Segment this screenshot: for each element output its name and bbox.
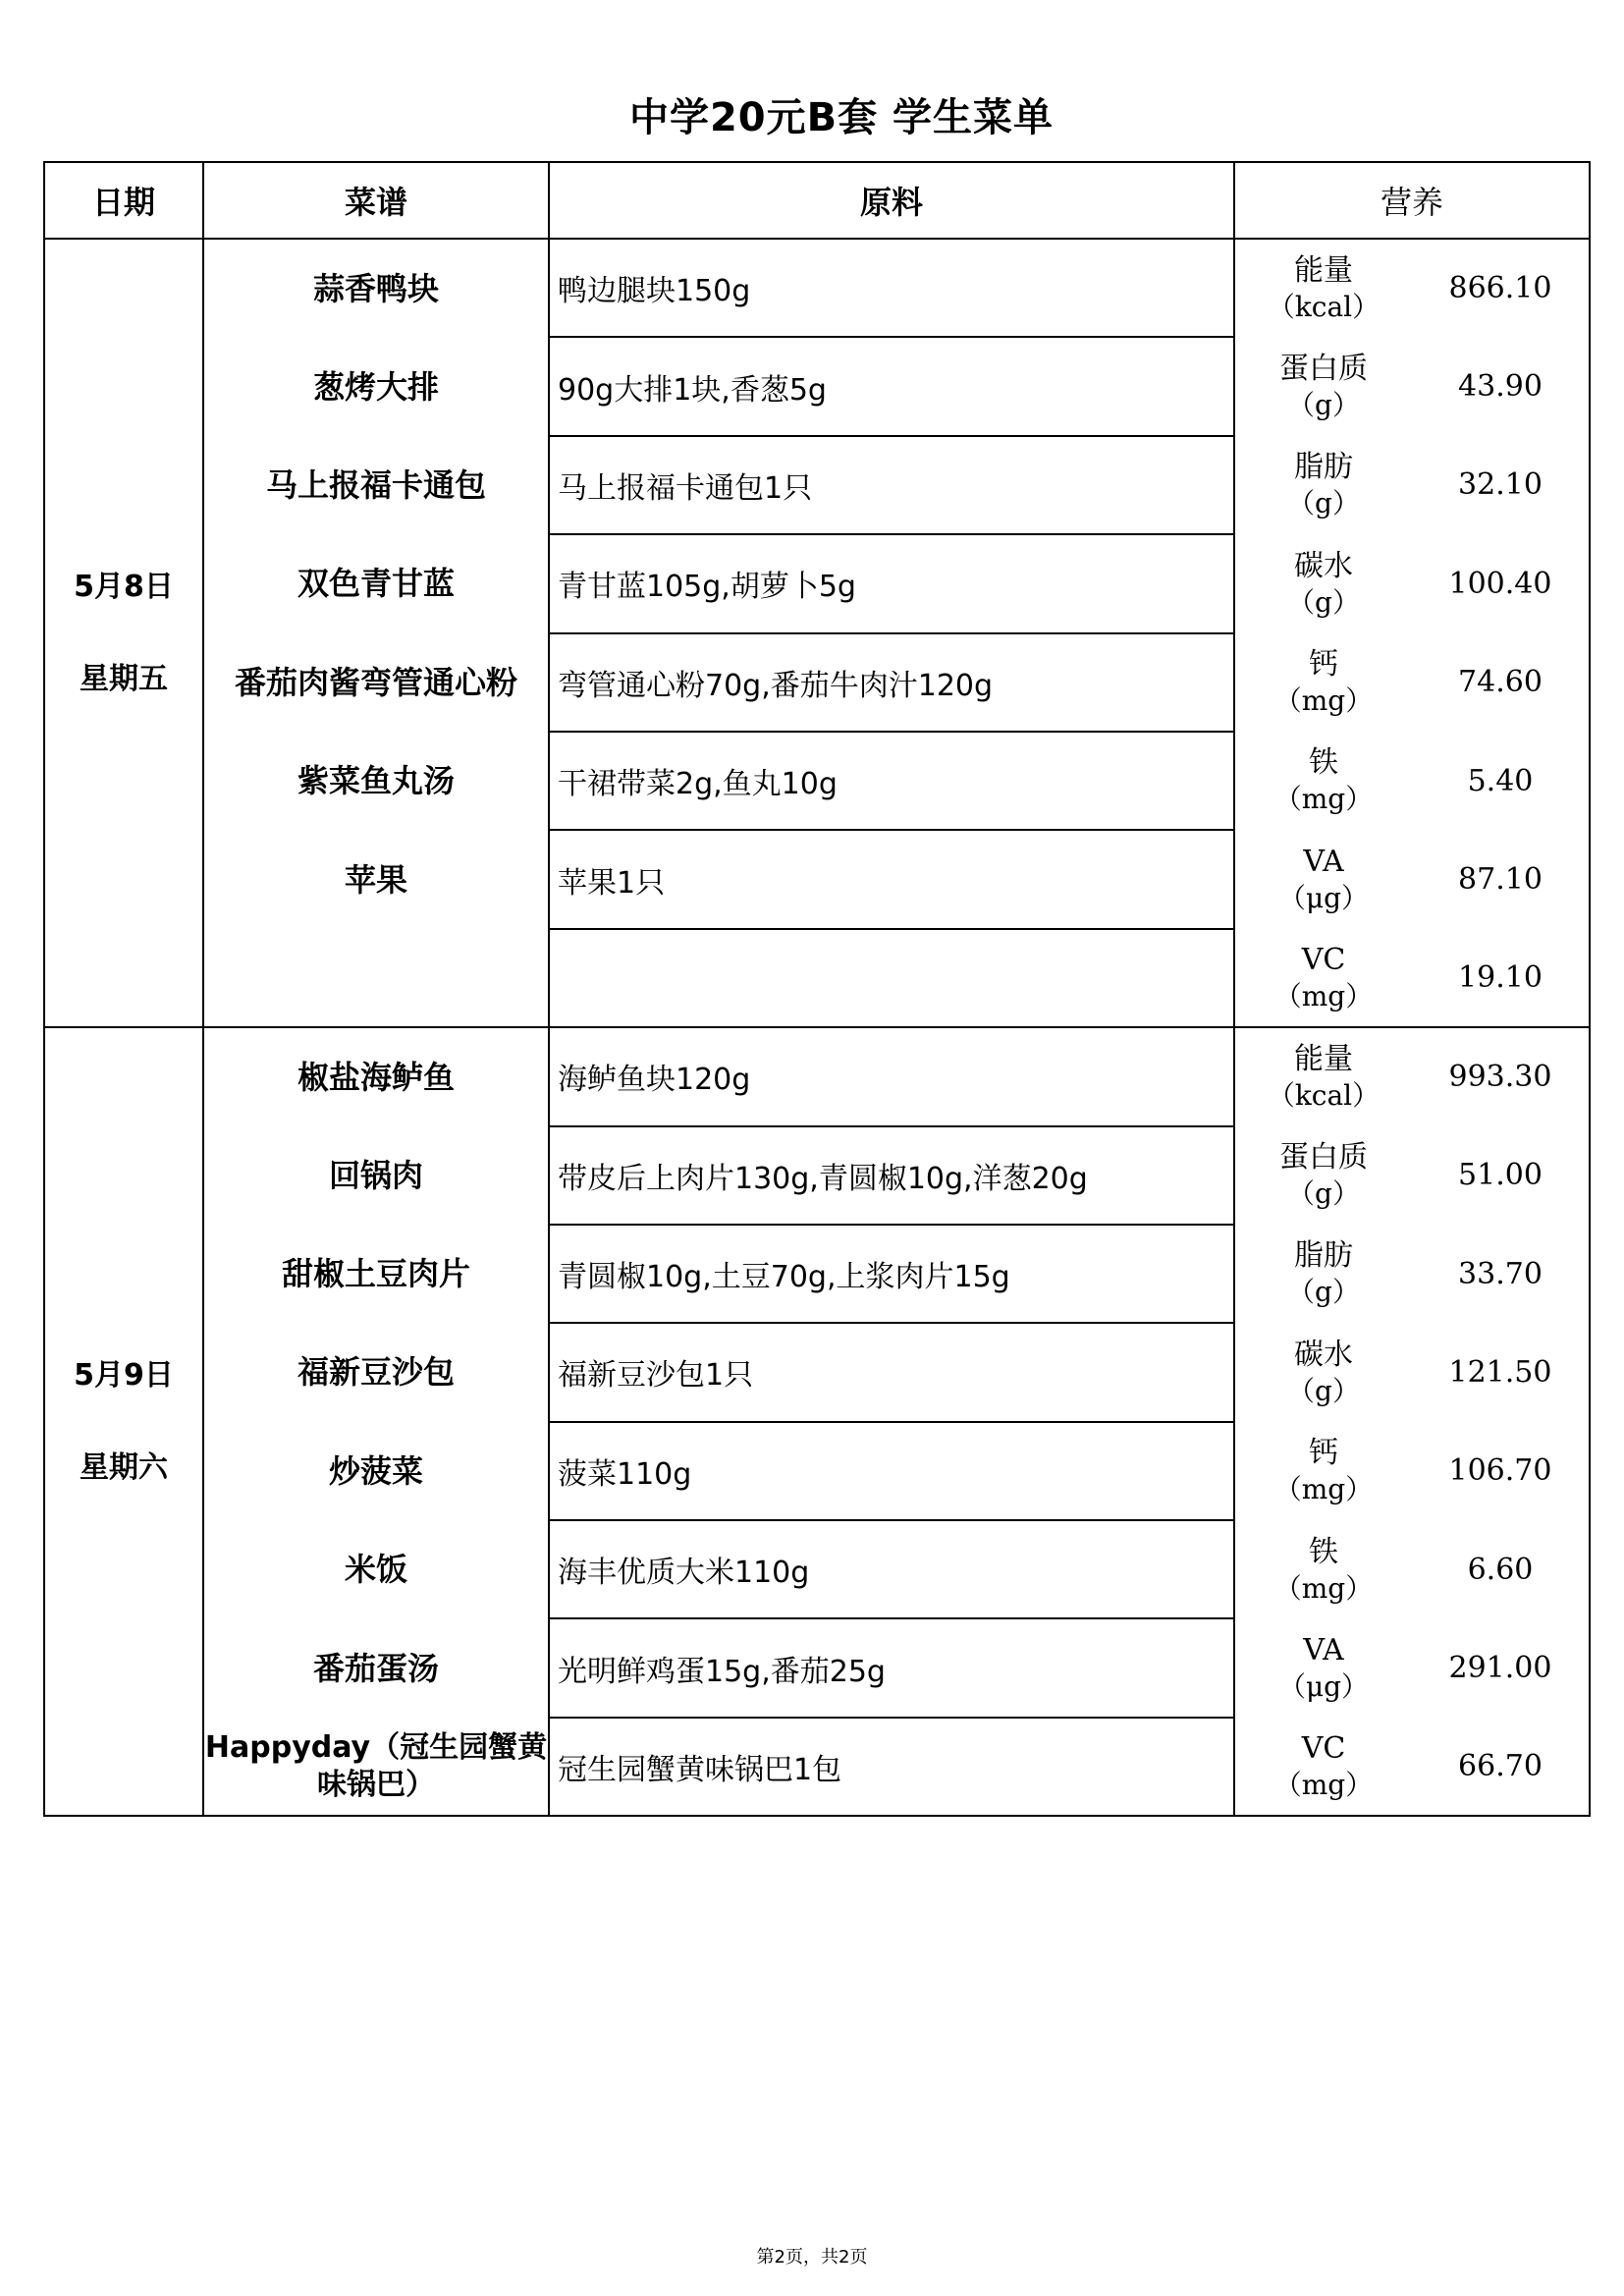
nutrient-name: VA bbox=[1303, 1632, 1344, 1667]
nutrient-unit: （g） bbox=[1287, 487, 1360, 520]
nutrient-value: 6.60 bbox=[1467, 1552, 1534, 1587]
dish-name: 蒜香鸭块 bbox=[203, 239, 549, 337]
nutrient-unit: （g） bbox=[1287, 1276, 1360, 1309]
dish-name: 炒菠菜 bbox=[203, 1422, 549, 1520]
nutrition-entry bbox=[1235, 1126, 1589, 1225]
table-row bbox=[44, 1520, 1590, 1618]
nutrient-value: 51.00 bbox=[1458, 1158, 1543, 1193]
table-row bbox=[44, 436, 1590, 534]
nutrient-value: 19.10 bbox=[1458, 959, 1543, 995]
nutrient-value: 33.70 bbox=[1458, 1256, 1543, 1291]
nutrient-value: 74.60 bbox=[1458, 665, 1543, 700]
dish-name: 葱烤大排 bbox=[203, 337, 549, 435]
nutrition-cell bbox=[1234, 239, 1590, 337]
dish-name bbox=[203, 929, 549, 1027]
ingredient-cell: 90g大排1块,香葱5g bbox=[549, 337, 1234, 435]
nutrition-cell bbox=[1234, 929, 1590, 1027]
ingredient-cell: 鸭边腿块150g bbox=[549, 239, 1234, 337]
nutrition-cell bbox=[1234, 732, 1590, 830]
ingredient-cell: 干裙带菜2g,鱼丸10g bbox=[549, 732, 1234, 830]
nutrient-label bbox=[1235, 448, 1412, 521]
nutrition-entry bbox=[1235, 534, 1589, 632]
dish-name: 双色青甘蓝 bbox=[203, 534, 549, 632]
dish-name: 番茄蛋汤 bbox=[203, 1618, 549, 1717]
nutrient-label bbox=[1235, 743, 1412, 817]
nutrient-name: 钙 bbox=[1309, 1436, 1338, 1471]
table-row bbox=[44, 1618, 1590, 1717]
nutrition-entry bbox=[1235, 732, 1589, 830]
nutrient-value: 43.90 bbox=[1458, 369, 1543, 405]
nutrient-unit: （μg） bbox=[1277, 1669, 1370, 1703]
nutrient-unit: （g） bbox=[1287, 1177, 1360, 1211]
nutrient-label bbox=[1235, 1138, 1412, 1212]
nutrition-cell bbox=[1234, 633, 1590, 732]
nutrient-name: 碳水 bbox=[1294, 548, 1353, 583]
dish-name: 椒盐海鲈鱼 bbox=[203, 1027, 549, 1125]
nutrition-entry bbox=[1235, 1422, 1589, 1520]
nutrition-entry bbox=[1235, 1028, 1589, 1125]
nutrient-value: 66.70 bbox=[1458, 1749, 1543, 1784]
date-cell bbox=[44, 239, 203, 1027]
header-date: 日期 bbox=[44, 162, 203, 239]
ingredient-cell: 海丰优质大米110g bbox=[549, 1520, 1234, 1618]
nutrient-name: 钙 bbox=[1309, 647, 1338, 683]
nutrient-value: 5.40 bbox=[1467, 763, 1534, 798]
table-row bbox=[44, 1323, 1590, 1421]
nutrition-entry bbox=[1235, 436, 1589, 534]
ingredient-cell: 菠菜110g bbox=[549, 1422, 1234, 1520]
nutrient-unit: （mg） bbox=[1273, 1768, 1374, 1801]
menu-table bbox=[43, 161, 1591, 1817]
nutrient-label bbox=[1235, 941, 1412, 1014]
table-row bbox=[44, 337, 1590, 435]
dish-name: 苹果 bbox=[203, 830, 549, 928]
ingredient-cell: 青圆椒10g,土豆70g,上浆肉片15g bbox=[549, 1225, 1234, 1323]
dish-name: 马上报福卡通包 bbox=[203, 436, 549, 534]
nutrient-label bbox=[1235, 1336, 1412, 1409]
nutrient-unit: （μg） bbox=[1277, 881, 1370, 914]
nutrient-unit: （g） bbox=[1287, 1374, 1360, 1407]
table-row bbox=[44, 830, 1590, 928]
table-row bbox=[44, 633, 1590, 732]
dish-name: 紫菜鱼丸汤 bbox=[203, 732, 549, 830]
header-dish: 菜谱 bbox=[203, 162, 549, 239]
nutrient-name: 铁 bbox=[1309, 1534, 1338, 1569]
nutrient-unit: （g） bbox=[1287, 585, 1360, 619]
nutrient-unit: （mg） bbox=[1273, 1571, 1374, 1605]
nutrient-name: VA bbox=[1303, 844, 1344, 879]
nutrient-name: 铁 bbox=[1309, 745, 1338, 781]
ingredient-cell: 光明鲜鸡蛋15g,番茄25g bbox=[549, 1618, 1234, 1717]
menu-body bbox=[44, 239, 1590, 1816]
nutrient-value: 993.30 bbox=[1448, 1060, 1552, 1095]
ingredient-cell: 马上报福卡通包1只 bbox=[549, 436, 1234, 534]
nutrient-unit: （mg） bbox=[1273, 684, 1374, 718]
nutrition-entry bbox=[1235, 1520, 1589, 1618]
nutrition-entry bbox=[1235, 1323, 1589, 1421]
nutrient-value: 291.00 bbox=[1448, 1651, 1552, 1686]
header-nutrition: 营养 bbox=[1234, 162, 1590, 239]
nutrition-entry bbox=[1235, 830, 1589, 928]
nutrient-name: 脂肪 bbox=[1294, 1238, 1353, 1274]
table-row bbox=[44, 1126, 1590, 1225]
dish-name: 福新豆沙包 bbox=[203, 1323, 549, 1421]
header-row bbox=[44, 162, 1590, 239]
nutrient-name: VC bbox=[1301, 1730, 1346, 1766]
nutrient-unit: （kcal） bbox=[1267, 291, 1380, 323]
dish-name: 米饭 bbox=[203, 1520, 549, 1618]
nutrition-cell bbox=[1234, 1718, 1590, 1816]
nutrition-cell bbox=[1234, 1126, 1590, 1225]
nutrition-cell bbox=[1234, 1520, 1590, 1618]
table-row bbox=[44, 1027, 1590, 1125]
nutrition-cell bbox=[1234, 1225, 1590, 1323]
nutrition-entry bbox=[1235, 240, 1589, 337]
table-row bbox=[44, 1718, 1590, 1816]
nutrient-unit: （mg） bbox=[1273, 979, 1374, 1012]
table-row bbox=[44, 239, 1590, 337]
nutrient-unit: （mg） bbox=[1273, 1473, 1374, 1506]
header-ingredients: 原料 bbox=[549, 162, 1234, 239]
nutrient-label bbox=[1235, 1040, 1412, 1114]
ingredient-cell bbox=[549, 929, 1234, 1027]
page-title: 中学20元B套 学生菜单 bbox=[628, 95, 1055, 140]
nutrition-cell bbox=[1234, 830, 1590, 928]
nutrient-label bbox=[1235, 1434, 1412, 1507]
nutrient-value: 106.70 bbox=[1448, 1453, 1552, 1489]
ingredient-cell: 冠生园蟹黄味锅巴1包 bbox=[549, 1718, 1234, 1816]
nutrient-label bbox=[1235, 1729, 1412, 1803]
page-footer: 第2页，共2页 bbox=[756, 2247, 868, 2268]
nutrition-cell bbox=[1234, 1323, 1590, 1421]
nutrient-value: 87.10 bbox=[1458, 862, 1543, 898]
weekday-label: 星期五 bbox=[80, 661, 168, 696]
nutrient-label bbox=[1235, 843, 1412, 916]
nutrition-entry bbox=[1235, 1225, 1589, 1323]
table-row bbox=[44, 1225, 1590, 1323]
table-row bbox=[44, 929, 1590, 1027]
ingredient-cell: 苹果1只 bbox=[549, 830, 1234, 928]
nutrient-name: 碳水 bbox=[1294, 1337, 1353, 1372]
ingredient-cell: 海鲈鱼块120g bbox=[549, 1027, 1234, 1125]
nutrient-name: 能量 bbox=[1294, 253, 1353, 288]
table-row bbox=[44, 1422, 1590, 1520]
ingredient-cell: 青甘蓝105g,胡萝卜5g bbox=[549, 534, 1234, 632]
ingredient-cell: 带皮后上肉片130g,青圆椒10g,洋葱20g bbox=[549, 1126, 1234, 1225]
dish-name: 甜椒土豆肉片 bbox=[203, 1225, 549, 1323]
nutrition-cell bbox=[1234, 1027, 1590, 1125]
date-label: 5月8日 bbox=[74, 569, 174, 604]
nutrient-value: 121.50 bbox=[1448, 1354, 1552, 1390]
nutrition-entry bbox=[1235, 929, 1589, 1026]
nutrient-name: 脂肪 bbox=[1294, 450, 1353, 485]
nutrient-label bbox=[1235, 547, 1412, 621]
nutrition-cell bbox=[1234, 534, 1590, 632]
nutrition-cell bbox=[1234, 1618, 1590, 1717]
nutrition-entry bbox=[1235, 1618, 1589, 1717]
nutrient-label bbox=[1235, 645, 1412, 719]
nutrient-label bbox=[1235, 1631, 1412, 1705]
nutrient-unit: （g） bbox=[1287, 388, 1360, 421]
dish-name: 番茄肉酱弯管通心粉 bbox=[203, 633, 549, 732]
nutrition-cell bbox=[1234, 436, 1590, 534]
nutrient-name: 能量 bbox=[1294, 1042, 1353, 1077]
weekday-label: 星期六 bbox=[80, 1449, 168, 1485]
nutrient-label bbox=[1235, 350, 1412, 423]
table-row bbox=[44, 732, 1590, 830]
dish-name: Happyday（冠生园蟹黄味锅巴） bbox=[203, 1718, 549, 1816]
nutrient-label bbox=[1235, 1236, 1412, 1310]
nutrient-label bbox=[1235, 1533, 1412, 1607]
nutrition-entry bbox=[1235, 337, 1589, 435]
ingredient-cell: 福新豆沙包1只 bbox=[549, 1323, 1234, 1421]
ingredient-cell: 弯管通心粉70g,番茄牛肉汁120g bbox=[549, 633, 1234, 732]
date-cell bbox=[44, 1027, 203, 1816]
nutrient-label bbox=[1235, 251, 1412, 325]
nutrition-entry bbox=[1235, 633, 1589, 732]
nutrient-value: 100.40 bbox=[1448, 566, 1552, 601]
nutrient-name: 蛋白质 bbox=[1279, 351, 1368, 386]
nutrient-value: 32.10 bbox=[1458, 467, 1543, 503]
nutrient-name: VC bbox=[1301, 942, 1346, 977]
nutrient-name: 蛋白质 bbox=[1279, 1140, 1368, 1175]
dish-name: 回锅肉 bbox=[203, 1126, 549, 1225]
nutrient-value: 866.10 bbox=[1448, 271, 1552, 306]
nutrient-unit: （kcal） bbox=[1267, 1079, 1380, 1113]
nutrient-unit: （mg） bbox=[1273, 783, 1374, 816]
nutrition-cell bbox=[1234, 1422, 1590, 1520]
nutrition-entry bbox=[1235, 1718, 1589, 1815]
date-label: 5月9日 bbox=[74, 1357, 174, 1393]
nutrition-cell bbox=[1234, 337, 1590, 435]
table-row bbox=[44, 534, 1590, 632]
